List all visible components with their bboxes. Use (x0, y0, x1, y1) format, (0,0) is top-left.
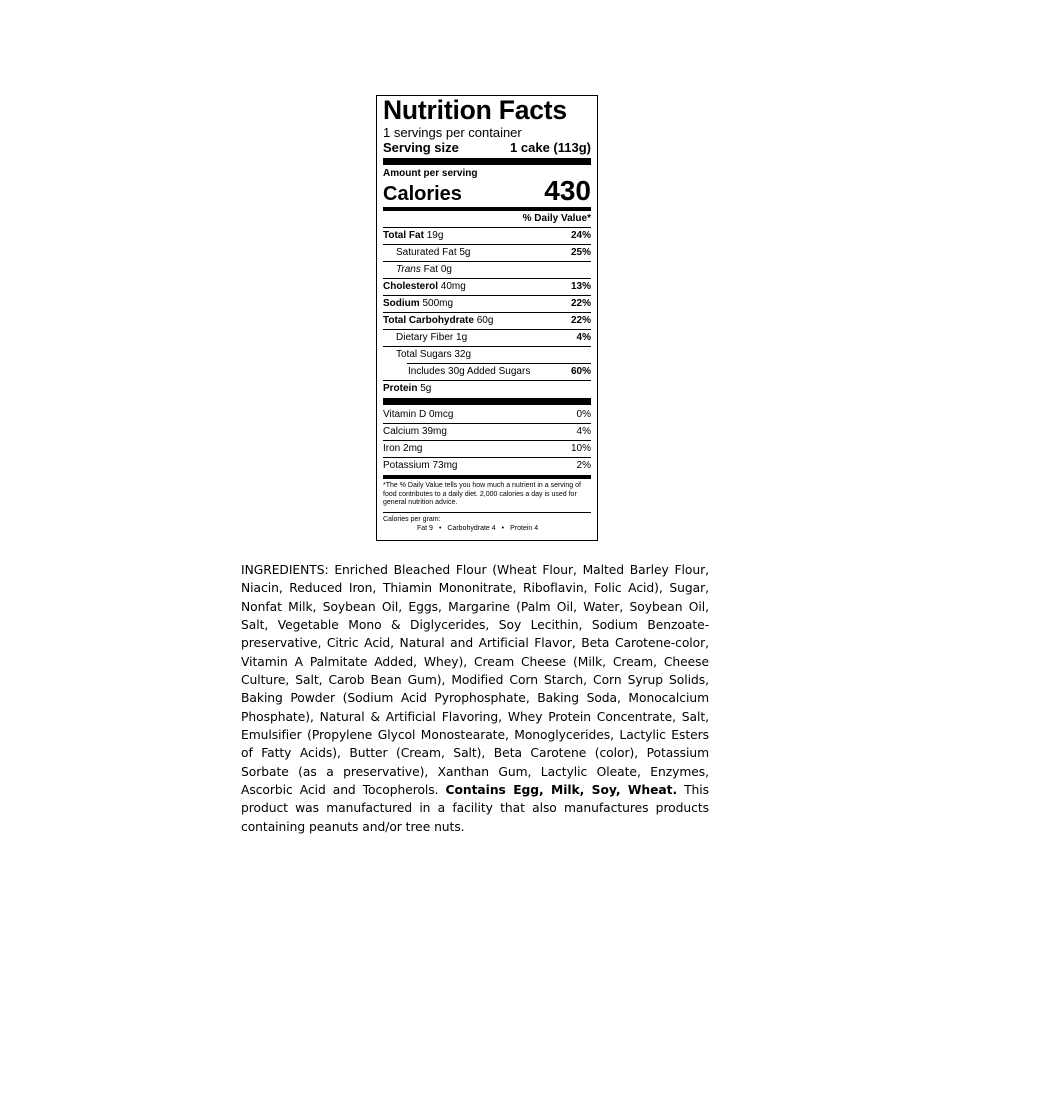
nutrient-name: Cholesterol (383, 281, 439, 292)
nutrient-name: Sodium (383, 298, 420, 309)
nutrient-row-saturated-fat (383, 244, 591, 261)
nutrition-facts-title: Nutrition Facts (383, 95, 567, 125)
nutrient-dv: 60% (570, 366, 591, 377)
nutrient-dv: 4% (576, 332, 591, 343)
nutrient-name: Total Fat (383, 230, 424, 241)
servings-per-container: 1 servings per container (383, 125, 522, 140)
amount-per-serving: Amount per serving (383, 168, 478, 179)
nutrient-name: Protein (383, 383, 418, 394)
serving-size-label: Serving size (383, 140, 459, 155)
thick-divider (383, 158, 591, 165)
nutrient-dv: 25% (570, 247, 591, 258)
cpg-protein: Protein 4 (510, 524, 539, 532)
nutrient-dv: 24% (570, 230, 591, 241)
vitamin-row (383, 457, 591, 474)
nutrient-amount: Fat 0g (423, 264, 452, 275)
calories-per-gram-values (383, 524, 591, 533)
nutrient-amount: 5g (420, 383, 432, 394)
nutrient-row-cholesterol (383, 278, 591, 295)
nutrient-name: Saturated Fat 5g (396, 247, 471, 258)
facility-statement: This product was manufactured in a facility that also manufactures products containing peanuts and/or tree nuts. (241, 783, 710, 834)
cpg-carbohydrate: Carbohydrate 4 (447, 524, 496, 532)
cpg-fat: Fat 9 (417, 524, 433, 532)
bullet-separator: • (501, 524, 505, 532)
vitamin-name: Calcium 39mg (383, 426, 447, 437)
nutrient-name: Dietary Fiber 1g (396, 332, 468, 343)
vitamin-dv: 4% (576, 426, 591, 437)
thick-divider (383, 398, 591, 405)
nutrient-row-total-sugars (383, 346, 591, 363)
nutrient-dv: 13% (570, 281, 591, 292)
nutrient-amount: 60g (476, 315, 494, 326)
nutrient-name: Total Sugars 32g (396, 349, 472, 360)
vitamin-row (383, 407, 591, 423)
daily-value-header: % Daily Value* (522, 213, 591, 224)
vitamin-row (383, 440, 591, 457)
vitamin-dv: 10% (570, 443, 591, 454)
bullet-separator: • (438, 524, 442, 532)
nutrient-name: Trans (396, 264, 421, 275)
thin-divider (383, 512, 591, 513)
vitamin-name: Vitamin D 0mcg (383, 409, 454, 420)
nutrient-row-total-fat (383, 227, 591, 244)
nutrient-name: Includes 30g Added Sugars (408, 366, 531, 377)
nutrient-amount: 40mg (440, 281, 466, 292)
ingredients-paragraph (241, 561, 709, 836)
vitamin-dv: 2% (576, 460, 591, 471)
vitamin-name: Potassium 73mg (383, 460, 458, 471)
nutrient-amount: 500mg (422, 298, 454, 309)
calories-per-gram-title: Calories per gram: (383, 515, 441, 523)
nutrient-row-dietary-fiber (383, 329, 591, 346)
nutrient-dv: 22% (570, 315, 591, 326)
serving-size-value: 1 cake (113g) (510, 140, 591, 155)
nutrition-facts-label (376, 95, 598, 541)
nutrient-row-total-carbohydrate (383, 312, 591, 329)
nutrient-row-added-sugars (407, 363, 591, 380)
vitamin-row (383, 423, 591, 440)
nutrient-row-protein (383, 380, 591, 397)
vitamin-dv: 0% (576, 409, 591, 420)
daily-value-footnote: *The % Daily Value tells you how much a nutrient in a serving of food contributes to a daily diet. 2,000 calories a day is used for general nutrition advice. (383, 482, 581, 506)
calories-value: 430 (544, 175, 591, 206)
calories-label: Calories (383, 183, 462, 205)
nutrient-row-sodium (383, 295, 591, 312)
nutrient-row-trans-fat (383, 261, 591, 278)
allergen-statement: Contains Egg, Milk, Soy, Wheat. (445, 783, 678, 798)
vitamin-name: Iron 2mg (383, 443, 423, 454)
serving-size-row (383, 140, 591, 158)
ingredients-list: INGREDIENTS: Enriched Bleached Flour (Wheat Flour, Malted Barley Flour, Niacin, Reduced Iron, Thiamin Mononitrate, Riboflavin, Folic Acid), Sugar, Nonfat Milk, Soybean Oil, Eggs, Margarine (Palm Oil, Water, Soybean Oil, Salt, Vegetable Mono & Diglycerides, Soy Lecithin, Sodium Benzoate-preservative, Citric Acid, Natural and Artificial Flavor, Beta Carotene-color, Vitamin A Palmitate Added, Whey), Cream Cheese (Milk, Cream, Cheese Culture, Salt, Carob Bean Gum), Modified Corn Starch, Corn Syrup Solids, Baking Powder (Sodium Acid Pyrophosphate, Baking Soda, Monocalcium Phosphate), Natural & Artificial Flavoring, Whey Protein Concentrate, Salt, Emulsifier (Propylene Glycol Monostearate, Monoglycerides, Lactylic Esters of Fatty Acids), Butter (Cream, Salt), Beta Carotene (color), Potassium Sorbate (as a preservative), Xanthan Gum, Lactylic Oleate, Enzymes, Ascorbic Acid and Tocopherols. (241, 563, 709, 798)
calories-row (383, 175, 591, 207)
nutrient-amount: 19g (426, 230, 444, 241)
nutrient-dv: 22% (570, 298, 591, 309)
medium-divider (383, 475, 591, 479)
nutrient-name: Total Carbohydrate (383, 315, 474, 326)
